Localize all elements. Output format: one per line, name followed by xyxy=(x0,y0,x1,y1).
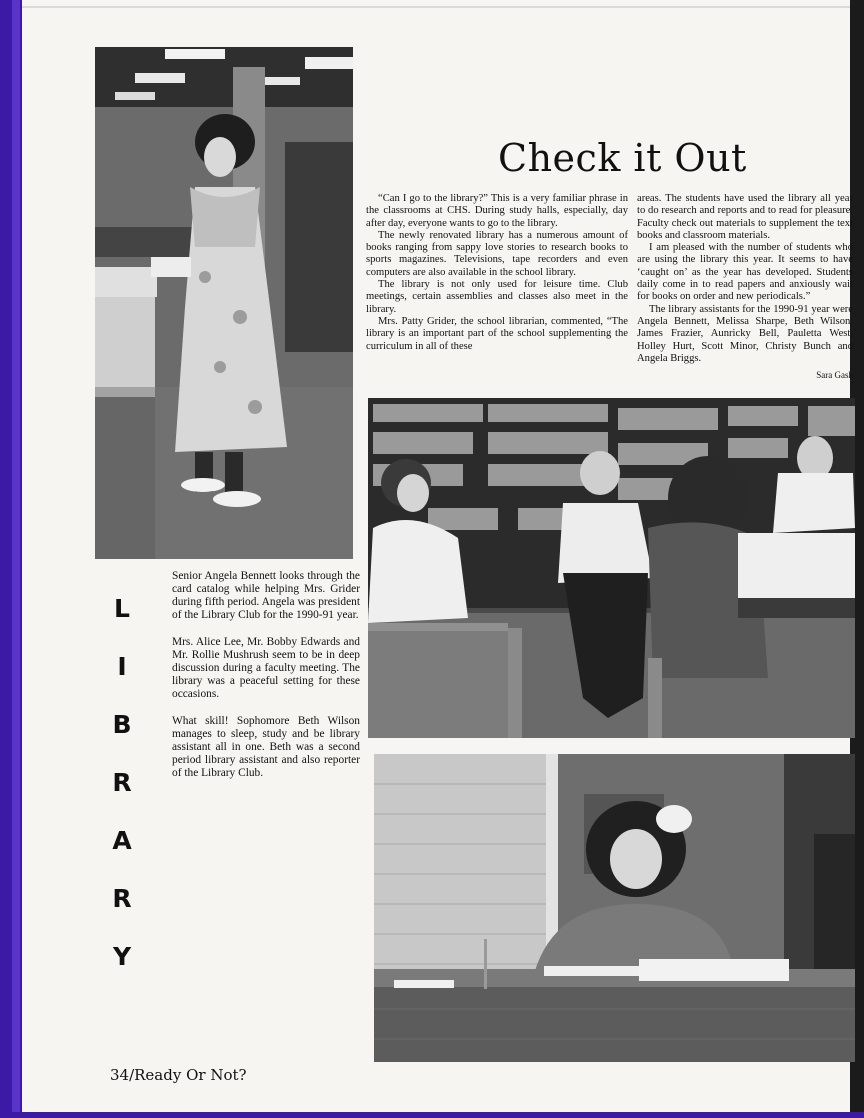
article-paragraph: The library assistants for the 1990-91 year were Angela Bennett, Melissa Sharpe, Beth Wilson, James Frazier, Aunricky Bell, Pauletta West, Holley Hurt, Scott Minor, Christy Bunch and Angela Briggs. xyxy=(637,303,853,364)
article-column-1 xyxy=(366,193,628,353)
section-letter: R xyxy=(112,768,132,797)
article-paragraph: Mrs. Patty Grider, the school librarian, commented, “The library is an important part of the school supplementing the curriculum in all of these xyxy=(366,315,628,352)
section-letter: L xyxy=(114,594,130,623)
article-paragraph: areas. The students have used the library all year to do research and reports and to read for pleasure. Faculty check out materials to supplement the text books and classroom materials. xyxy=(637,193,853,241)
section-letter: R xyxy=(112,884,132,913)
purple-margin-bar xyxy=(0,0,22,1118)
photo-card-catalog-art xyxy=(95,47,353,559)
section-letter: B xyxy=(112,710,132,739)
top-rule xyxy=(22,6,864,8)
article-column-2 xyxy=(637,193,853,381)
section-letter: I xyxy=(117,652,127,681)
caption-faculty-meeting: Mrs. Alice Lee, Mr. Bobby Edwards and Mr. Rollie Mushrush seem to be in deep discussion during a faculty meeting. The library was a peaceful setting for these occasions. xyxy=(172,636,360,700)
article-paragraph: “Can I go to the library?” This is a very familiar phrase in the classrooms at CHS. During study halls, especially, day after day, everyone wants to go to the library. xyxy=(366,193,628,229)
page-title: Check it Out xyxy=(498,136,747,180)
article-paragraph: The library is not only used for leisure time. Club meetings, certain assemblies and classes also meet in the library. xyxy=(366,279,628,315)
byline: Sara Gash xyxy=(816,370,853,381)
photo-captions xyxy=(172,570,360,794)
page-folio: 34/Ready Or Not? xyxy=(110,1066,247,1084)
section-letter: Y xyxy=(112,942,132,971)
article-paragraph: The newly renovated library has a numerous amount of books ranging from sappy love stories to research books to sports magazines. Televisions, tape recorders and even computers are also available in the school library. xyxy=(366,229,628,278)
caption-library-assistant: What skill! Sophomore Beth Wilson manages to sleep, study and be library assistant all in one. Beth was a second period library assistant and also reporter of the Library Club. xyxy=(172,715,360,779)
photo-library-assistant xyxy=(374,754,855,1062)
article-paragraph: I am pleased with the number of students who are using the library this year. It seems to have ‘caught on’ as the year has developed. Students daily come in to read papers and anxiously wait for books on order and new periodicals.” xyxy=(637,242,853,303)
caption-card-catalog: Senior Angela Bennett looks through the card catalog while helping Mrs. Grider during fifth period. Angela was president of the Library Club for the 1990-91 year. xyxy=(172,570,360,621)
photo-faculty-meeting xyxy=(368,398,855,738)
photo-library-assistant-art xyxy=(374,754,855,1062)
section-word-library xyxy=(105,594,139,1000)
photo-faculty-meeting-art xyxy=(368,398,855,738)
section-letter: A xyxy=(112,826,132,855)
bottom-rule xyxy=(0,1112,864,1118)
photo-card-catalog xyxy=(95,47,353,559)
